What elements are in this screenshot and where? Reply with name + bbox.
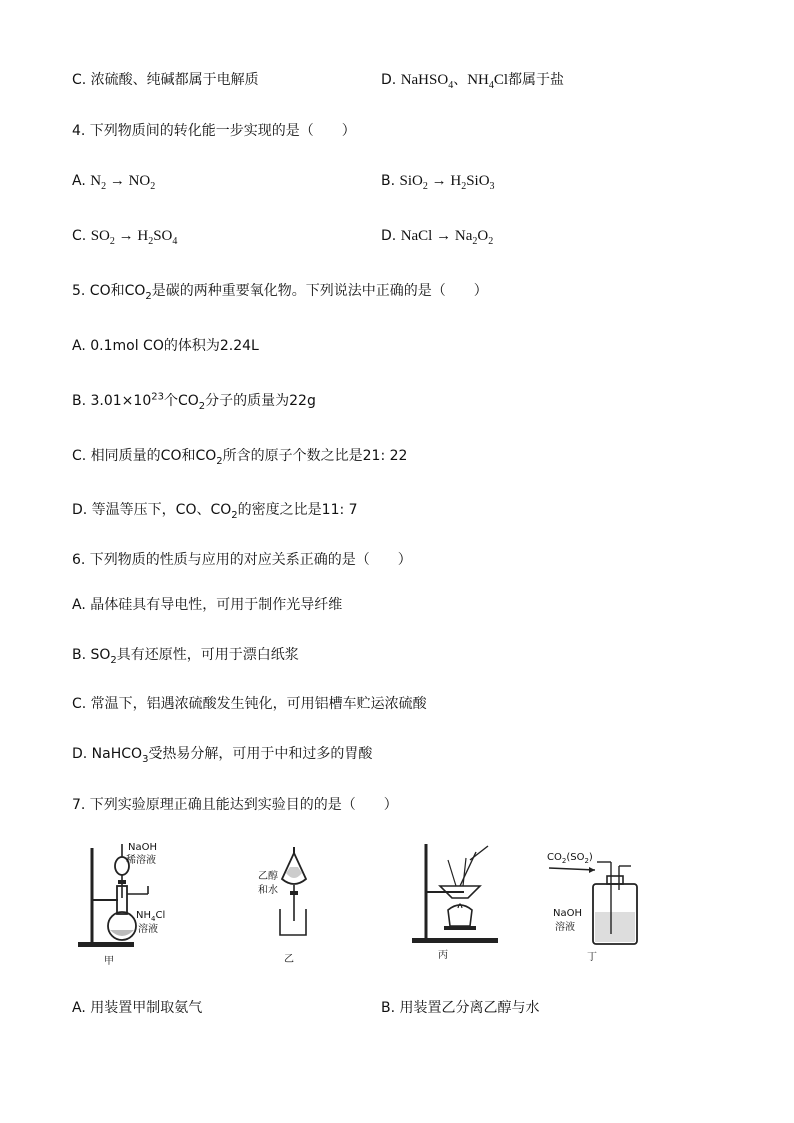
- apparatus-ding: [545, 848, 655, 968]
- apparatus-jia: [70, 838, 200, 968]
- apparatus-jia-drawing: [70, 838, 200, 968]
- reagent-label: 乙醇: [258, 871, 278, 882]
- q5-option-a: A. 0.1mol CO的体积为2.24L: [72, 338, 259, 354]
- apparatus-yi-drawing: [256, 843, 336, 968]
- formula: $NH_4Cl$: [467, 72, 509, 91]
- q6-option-b: B. $SO_2$具有还原性，可用于漂白纸浆: [72, 647, 299, 666]
- q5-stem: 5. CO和$CO_2$是碳的两种重要氧化物。下列说法中正确的是（ ）: [72, 283, 488, 302]
- q6-option-c: C. 常温下，铝遇浓硫酸发生钝化，可用铝槽车贮运浓硫酸: [72, 696, 427, 712]
- reagent-label: 和水: [258, 885, 278, 896]
- q7-option-b: B. 用装置乙分离乙醇与水: [381, 1000, 540, 1016]
- figure-label: 甲: [104, 956, 114, 967]
- q4-option-b: B. $SiO_2 \to H_2SiO_3$: [381, 173, 495, 192]
- q6-stem: 6. 下列物质的性质与应用的对应关系正确的是（ ）: [72, 552, 412, 568]
- q3-option-c: C. 浓硫酸、纯碱都属于电解质: [72, 72, 259, 88]
- q5-option-b: B. $3.01\times 10^{23}$个$CO_2$分子的质量为22g: [72, 391, 316, 412]
- figure-label: 丙: [438, 950, 448, 961]
- q4-option-d: D. NaCl → $Na_2O_2$: [381, 228, 494, 247]
- apparatus-ding-drawing: [545, 848, 655, 968]
- svg-text:NH4Cl: $NH_4Cl$: [136, 910, 166, 923]
- reagent-label: 稀溶液: [126, 855, 156, 866]
- q5-option-d: D. 等温等压下，CO、$CO_2$的密度之比是11: 7: [72, 502, 358, 521]
- option-letter: D.: [381, 72, 397, 88]
- apparatus-yi: [256, 843, 336, 968]
- q7-option-a: A. 用装置甲制取氨气: [72, 1000, 203, 1016]
- svg-text:CO2(SO2): $CO_2(SO_2)$: [547, 852, 593, 865]
- figure-label: 丁: [587, 952, 597, 963]
- formula: NaHSO$_4$: [400, 72, 454, 91]
- q3-option-d: D. NaHSO$_4$、$NH_4Cl$都属于盐: [381, 72, 565, 91]
- apparatus-bing: [408, 838, 518, 963]
- reagent-label: 溶液: [138, 924, 158, 935]
- q4-option-c: C. $SO_2 \to H_2SO_4$: [72, 228, 178, 247]
- q6-option-d: D. NaHCO$_3$受热易分解，可用于中和过多的胃酸: [72, 746, 373, 765]
- q7-stem: 7. 下列实验原理正确且能达到实验目的的是（ ）: [72, 797, 398, 813]
- reagent-label: NaOH: [553, 908, 582, 919]
- q6-option-a: A. 晶体硅具有导电性，可用于制作光导纤维: [72, 597, 343, 613]
- q5-option-c: C. 相同质量的CO和$CO_2$所含的原子个数之比是21: 22: [72, 448, 408, 467]
- reagent-label: 溶液: [555, 922, 575, 933]
- apparatus-bing-drawing: [408, 838, 518, 963]
- figure-label: 乙: [284, 954, 294, 965]
- q4-stem: 4. 下列物质间的转化能一步实现的是（ ）: [72, 123, 356, 139]
- q4-option-a: A. $N_2 \to NO_2$: [72, 173, 156, 192]
- reagent-label: NaOH: [128, 842, 157, 853]
